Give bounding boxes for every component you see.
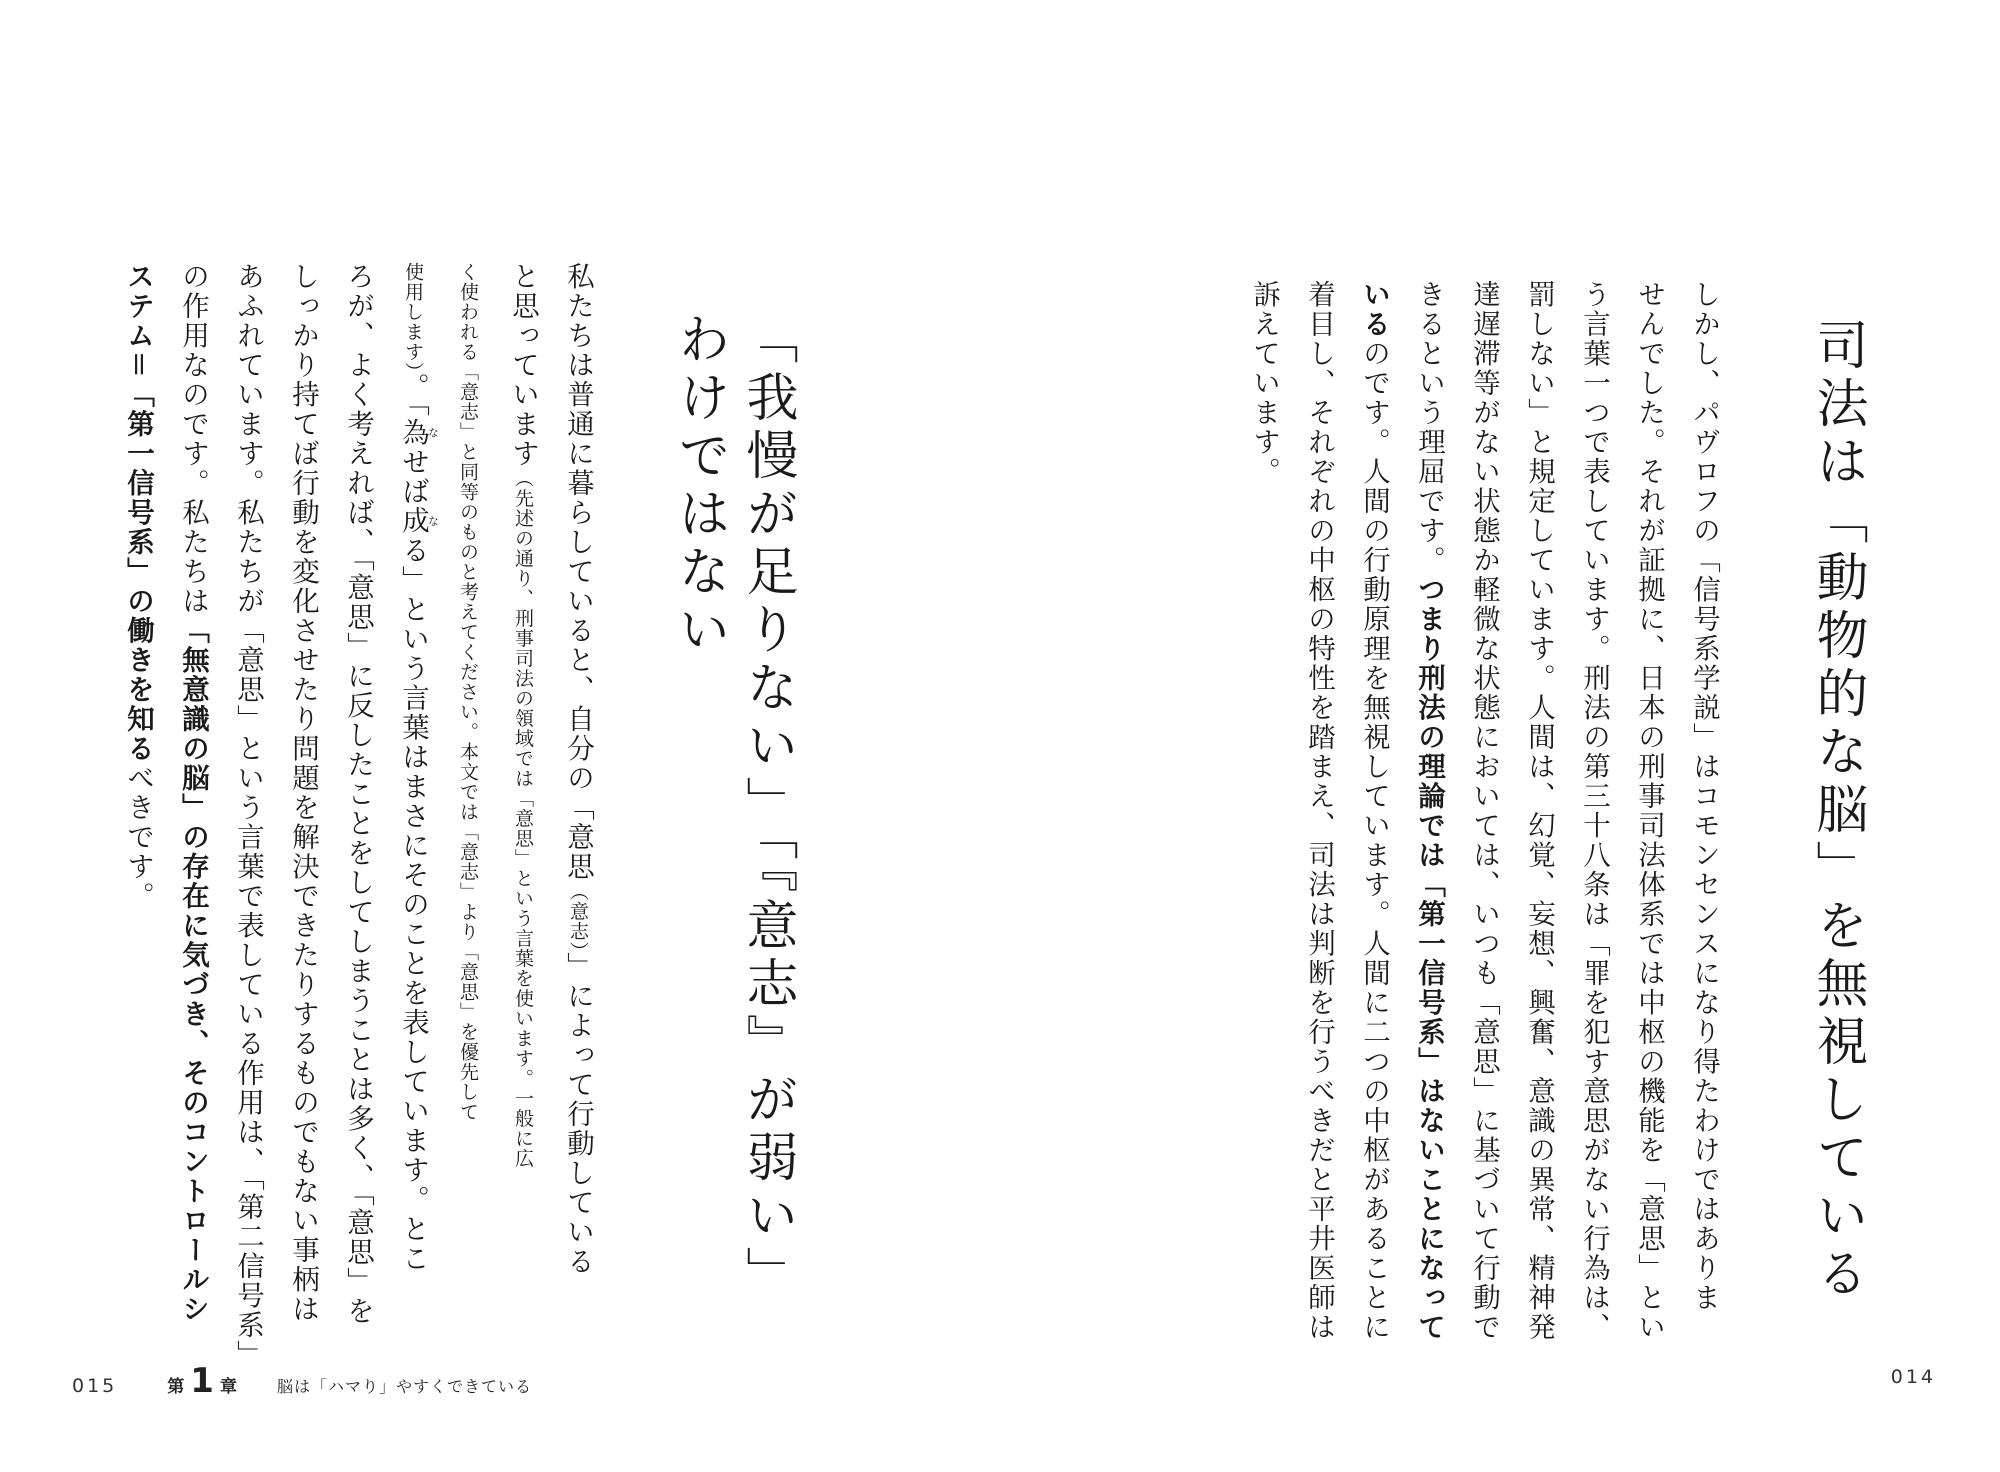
emphasis-text: いる	[1358, 280, 1390, 339]
text-run: と思っています	[507, 262, 539, 469]
text-run: せんでした。それが証拠に、日本の刑事司法体系では中枢の機能を「意思」とい	[1633, 280, 1665, 1342]
text-line	[440, 262, 495, 1282]
note-text: く使われる「意志」と同等のものと考えてください。本文では「意志」より「意思」を優先して	[457, 262, 479, 1122]
emphasis-text: 「無意識の脳」の存在に気づき、そのコントロールシ	[177, 616, 209, 1324]
text-line	[1346, 280, 1401, 1342]
text-line	[165, 262, 220, 1324]
text-run: 。「	[397, 372, 429, 418]
text-line	[385, 262, 440, 1282]
text-line	[330, 262, 385, 1326]
text-line	[1511, 280, 1566, 1342]
right-page-body	[1236, 280, 1731, 1342]
chapter-label	[167, 1361, 237, 1401]
text-line	[1676, 280, 1731, 1313]
text-run: きるという理屈です。	[1413, 280, 1445, 575]
text-run: 罰しない」と規定しています。人間は、幻覚、妄想、興奮、意識の異常、精神発	[1523, 280, 1555, 1342]
right-page-footer	[1891, 1366, 1936, 1402]
chapter-number: 1	[190, 1361, 214, 1401]
emphasis-text: ステム＝「第一信号系」の働きを知る	[122, 262, 154, 764]
note-text: （先述の通り、刑事司法の領域では「意思」という言葉を使います。一般に広	[512, 468, 534, 1169]
text-run: べきです。	[122, 763, 154, 911]
note-text: 使用します）	[402, 262, 424, 373]
text-run: せば	[397, 447, 429, 507]
text-line	[550, 262, 605, 1282]
left-page-heading	[665, 312, 801, 1304]
text-line	[1621, 280, 1676, 1342]
page-number: 015	[72, 1375, 118, 1397]
text-line	[275, 262, 330, 1324]
text-run: の作用なのです。私たちは	[177, 262, 209, 616]
right-page	[1000, 0, 2000, 1472]
text-line	[1401, 280, 1456, 1342]
chapter-suffix: 章	[219, 1377, 237, 1397]
text-line	[1456, 280, 1511, 1342]
text-run: あふれています。私たちが「意思」という言葉で表している作用は、「第二信号系」	[232, 262, 264, 1370]
text-run: 訴えています。	[1248, 280, 1280, 487]
heading-line: 「我慢が足りない」「『意志』が弱い」	[737, 312, 797, 1304]
ruby-text: 成な	[397, 506, 440, 536]
text-run: 」によって行動している	[562, 952, 594, 1277]
text-run: 私たちは普通に暮らしていると、自分の「意思	[562, 262, 594, 882]
text-run: る」という言葉はまさにそのことを表しています。とこ	[397, 535, 429, 1274]
note-text: （意志）	[567, 881, 589, 952]
heading-line: わけではない	[669, 312, 729, 660]
left-page-body	[110, 262, 605, 1370]
text-run: しかし、パヴロフの「信号系学説」はコモンセンスになり得たわけではありま	[1688, 280, 1720, 1313]
text-run: う言葉一つで表しています。刑法の第三十八条は「罪を犯す意思がない行為は、	[1578, 280, 1610, 1342]
text-run: 着目し、それぞれの中枢の特性を踏まえ、司法は判断を行うべきだと平井医師は	[1303, 280, 1335, 1342]
emphasis-text: つまり刑法の理論では「第一信号系」はないことになって	[1413, 575, 1445, 1342]
running-title: 脳は「ハマり」やすくできている	[276, 1377, 532, 1396]
text-line	[1291, 280, 1346, 1342]
text-run: のです。人間の行動原理を無視しています。人間に二つの中枢があることに	[1358, 339, 1390, 1342]
page-number: 014	[1890, 1366, 1936, 1388]
text-line	[1566, 280, 1621, 1342]
right-page-heading: 司法は「動物的な脳」を無視している	[1807, 318, 1867, 1304]
text-line	[1236, 280, 1291, 1300]
text-line	[220, 262, 275, 1370]
chapter-prefix: 第	[167, 1377, 185, 1397]
text-run: 達遅滞等がない状態か軽微な状態においては、いつも「意思」に基づいて行動で	[1468, 280, 1500, 1342]
left-page-footer	[72, 1361, 532, 1402]
text-run: しっかり持てば行動を変化させたり問題を解決できたりするものでもない事柄は	[287, 262, 319, 1324]
text-line	[495, 262, 550, 1282]
text-run: ろが、よく考えれば、「意思」に反したことをしてしまうことは多く、「意思」を	[342, 262, 374, 1326]
ruby-text: 為な	[397, 417, 440, 448]
text-line	[110, 262, 165, 1282]
